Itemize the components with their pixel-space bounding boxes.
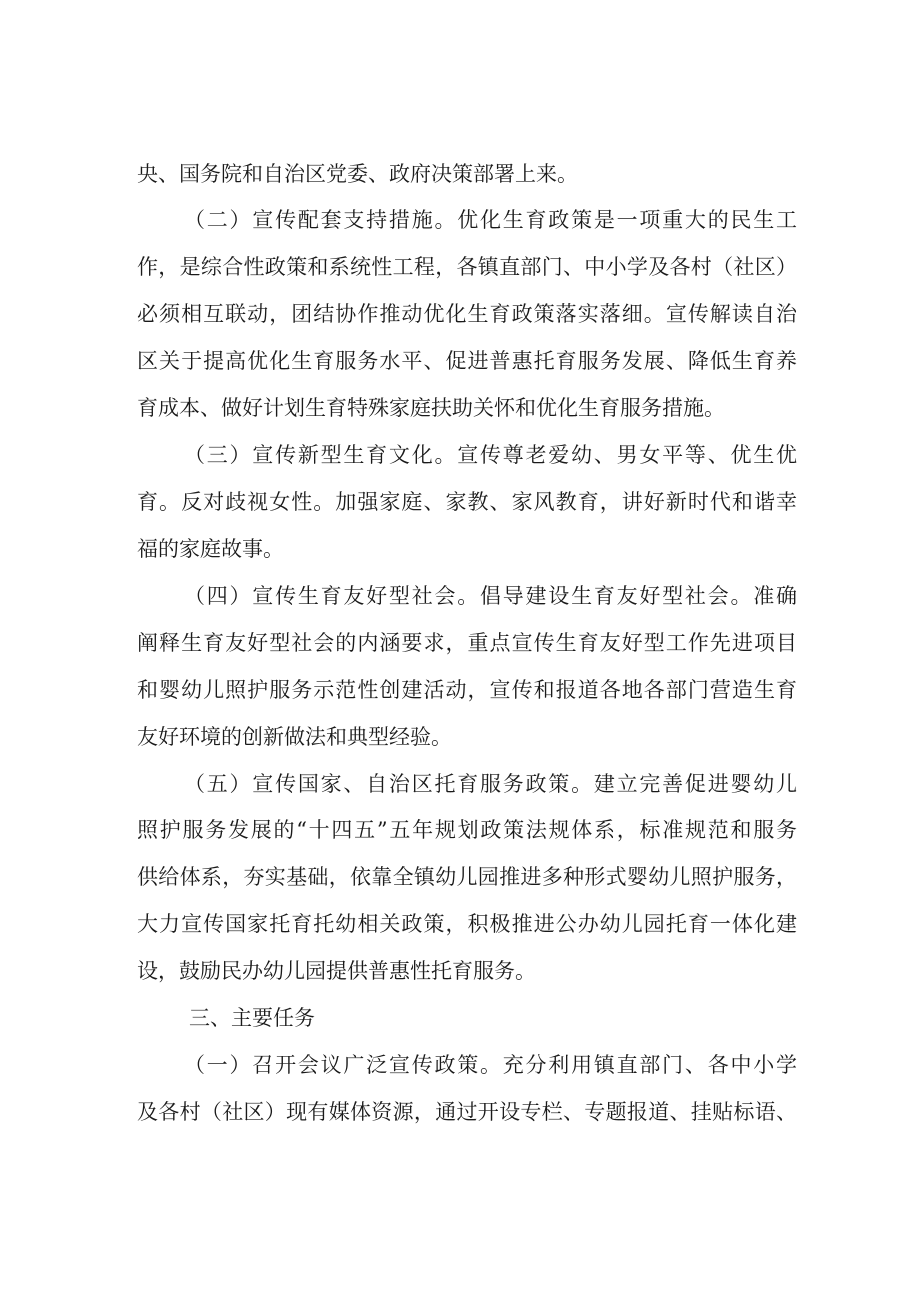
paragraph-start-line: （三）宣传新型生育文化。宣传尊老爱幼、男女平等、优生优 <box>184 443 797 467</box>
text-line: 育。反对歧视女性。加强家庭、家教、家风教育，讲好新时代和谐幸 <box>137 490 797 514</box>
text-line: 照护服务发展的“十四五”五年规划政策法规体系，标准规范和服务 <box>137 818 797 842</box>
paragraph-start-line: （一）召开会议广泛宣传政策。充分利用镇直部门、各中小学 <box>184 1053 797 1077</box>
text-line: 大力宣传国家托育托幼相关政策，积极推进公办幼儿园托育一体化建 <box>137 912 797 936</box>
paragraph-start-line: （二）宣传配套支持措施。优化生育政策是一项重大的民生工 <box>184 208 797 232</box>
text-line: 设，鼓励民办幼儿园提供普惠性托育服务。 <box>137 959 536 983</box>
text-line: 作，是综合性政策和系统性工程，各镇直部门、中小学及各村（社区） <box>137 255 797 279</box>
text-line: 及各村（社区）现有媒体资源，通过开设专栏、专题报道、挂贴标语、 <box>137 1100 797 1124</box>
text-line: 必须相互联动，团结协作推动优化生育政策落实落细。宣传解读自治 <box>137 302 797 326</box>
text-line: 阐释生育友好型社会的内涵要求，重点宣传生育友好型工作先进项目 <box>137 631 797 655</box>
text-line: 区关于提高优化生育服务水平、促进普惠托育服务发展、降低生育养 <box>137 349 797 373</box>
text-line: 育成本、做好计划生育特殊家庭扶助关怀和优化生育服务措施。 <box>137 396 725 420</box>
text-line: 友好环境的创新做法和典型经验。 <box>137 725 452 749</box>
text-line: 央、国务院和自治区党委、政府决策部署上来。 <box>137 162 578 186</box>
text-line: 供给体系，夯实基础，依靠全镇幼儿园推进多种形式婴幼儿照护服务， <box>137 865 797 889</box>
text-line: 和婴幼儿照护服务示范性创建活动，宣传和报道各地各部门营造生育 <box>137 678 797 702</box>
paragraph-start-line: （四）宣传生育友好型社会。倡导建设生育友好型社会。准确 <box>184 584 797 608</box>
section-heading: 三、主要任务 <box>189 1006 315 1030</box>
paragraph-start-line: （五）宣传国家、自治区托育服务政策。建立完善促进婴幼儿 <box>184 772 797 796</box>
text-line: 福的家庭故事。 <box>137 537 284 561</box>
